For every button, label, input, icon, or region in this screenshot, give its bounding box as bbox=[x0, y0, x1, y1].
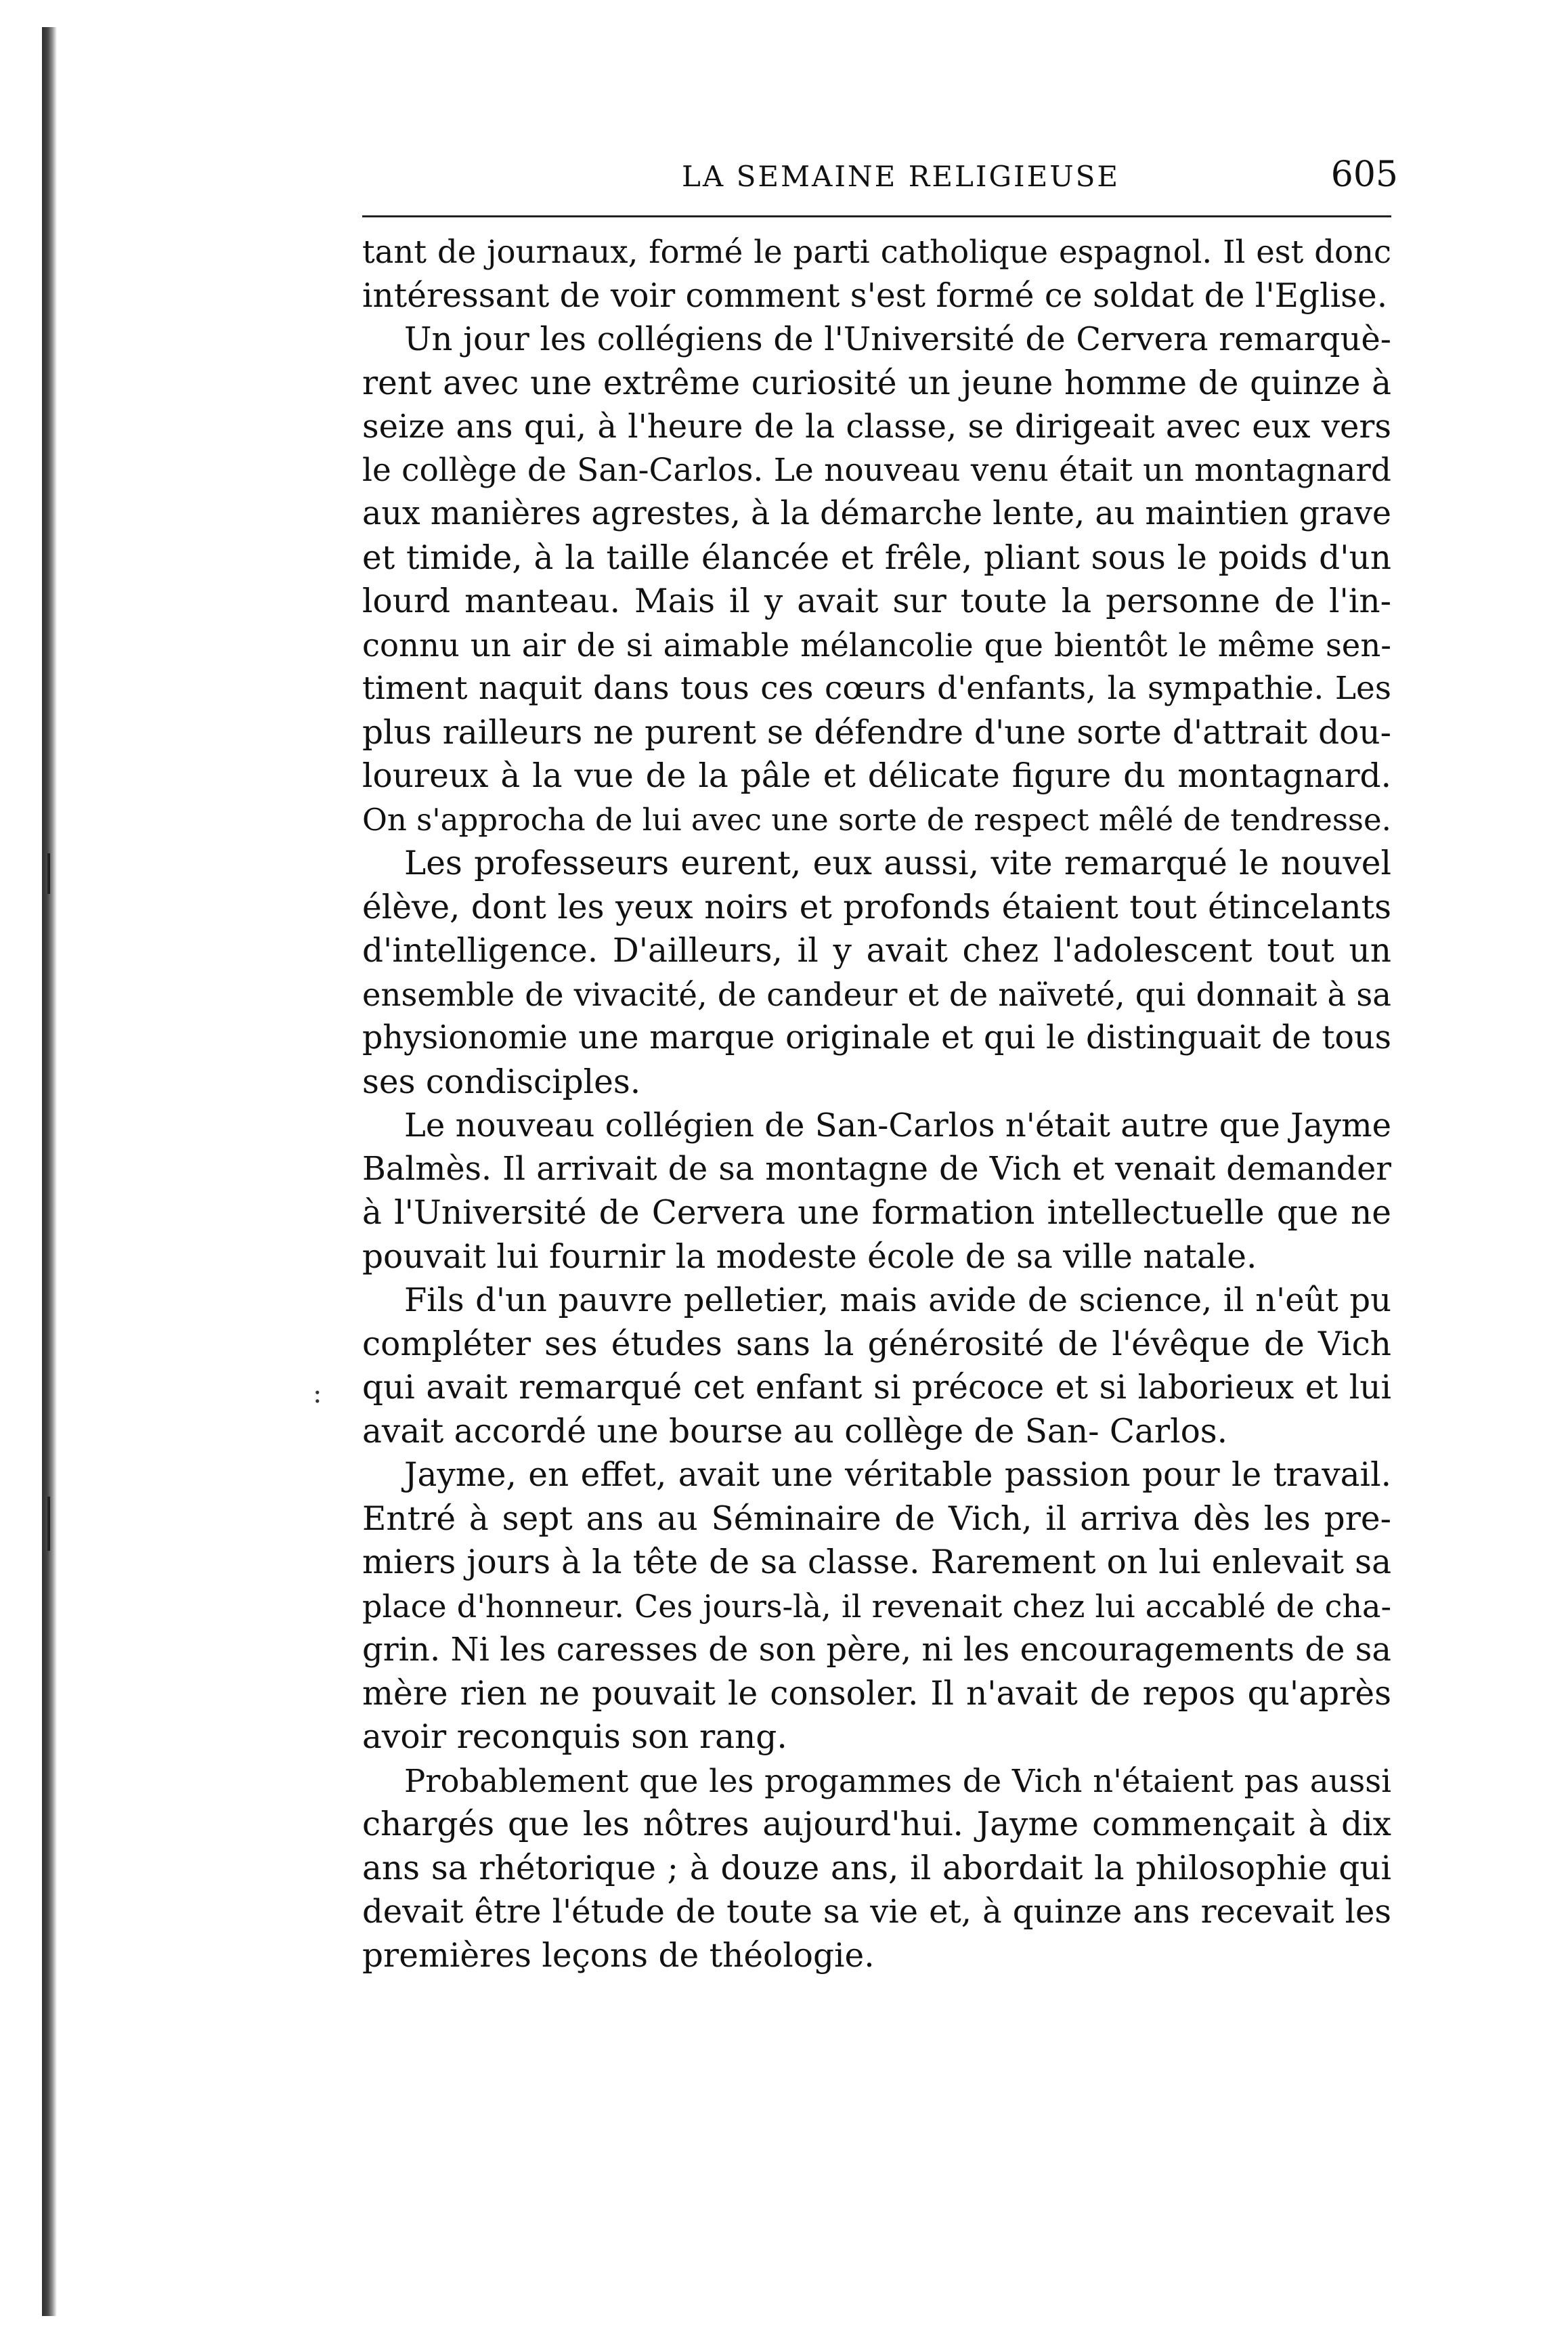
text-line: connu un air de si aimable mélancolie que bientôt le même sen- bbox=[362, 626, 1391, 664]
page-number: 605 bbox=[1330, 154, 1398, 195]
text-line: lourd manteau. Mais il y avait sur toute la personne de l'in- bbox=[362, 582, 1391, 620]
text-line: loureux à la vue de la pâle et délicate figure du montagnard. bbox=[362, 757, 1391, 795]
text-line: plus railleurs ne purent se défendre d'une sorte d'attrait dou- bbox=[362, 713, 1391, 752]
text-line: rent avec une extrême curiosité un jeune homme de quinze à bbox=[362, 364, 1391, 402]
running-title: LA SEMAINE RELIGIEUSE bbox=[682, 160, 1120, 193]
text-line: Les professeurs eurent, eux aussi, vite remarqué le nouvel bbox=[404, 844, 1391, 882]
text-line: le collège de San-Carlos. Le nouveau venu était un montagnard bbox=[362, 451, 1391, 489]
text-line: et timide, à la taille élancée et frêle, pliant sous le poids d'un bbox=[362, 538, 1391, 577]
text-line: ensemble de vivacité, de candeur et de naïveté, qui donnait à sa bbox=[362, 976, 1391, 1013]
text-line: miers jours à la tête de sa classe. Rarement on lui enlevait sa bbox=[362, 1543, 1391, 1581]
text-line: avait accordé une bourse au collège de San- Carlos. bbox=[362, 1412, 1228, 1451]
text-line: compléter ses études sans la générosité de l'évêque de Vich bbox=[362, 1325, 1391, 1363]
text-line: grin. Ni les caresses de son père, ni les encouragements de sa bbox=[362, 1631, 1391, 1669]
page-header bbox=[362, 154, 1398, 202]
header-rule bbox=[362, 215, 1391, 217]
body-text bbox=[362, 230, 1391, 1977]
text-line: place d'honneur. Ces jours-là, il revenait chez lui accablé de cha- bbox=[362, 1587, 1391, 1625]
text-line: aux manières agrestes, à la démarche lente, au maintien grave bbox=[362, 495, 1391, 532]
text-line: avoir reconquis son rang. bbox=[362, 1718, 787, 1756]
text-line: On s'approcha de lui avec une sorte de respect mêlé de tendresse. bbox=[362, 801, 1391, 838]
text-line: ses condisciples. bbox=[362, 1063, 641, 1101]
text-line: intéressant de voir comment s'est formé ce soldat de l'Eglise. bbox=[362, 276, 1388, 315]
text-line: Fils d'un pauvre pelletier, mais avide de science, il n'eût pu bbox=[404, 1281, 1391, 1319]
text-line: élève, dont les yeux noirs et profonds étaient tout étincelants bbox=[362, 888, 1391, 926]
text-line: chargés que les nôtres aujourd'hui. Jayme commençait à dix bbox=[362, 1805, 1391, 1843]
text-line: seize ans qui, à l'heure de la classe, se dirigeait avec eux vers bbox=[362, 408, 1391, 446]
text-line: tant de journaux, formé le parti catholique espagnol. Il est donc bbox=[362, 234, 1391, 270]
text-line: Le nouveau collégien de San-Carlos n'était autre que Jayme bbox=[404, 1107, 1391, 1144]
text-line: pouvait lui fournir la modeste école de sa ville natale. bbox=[362, 1237, 1257, 1276]
text-line: Un jour les collégiens de l'Université de Cervera remarquè- bbox=[404, 320, 1391, 358]
binding-speck bbox=[47, 853, 50, 894]
text-line: premières leçons de théologie. bbox=[362, 1936, 875, 1975]
binding-speck bbox=[47, 1497, 50, 1551]
margin-mark: : bbox=[313, 1378, 322, 1409]
text-line: physionomie une marque originale et qui le distinguait de tous bbox=[362, 1019, 1391, 1056]
text-line: Probablement que les progammes de Vich n'étaient pas aussi bbox=[404, 1762, 1391, 1799]
text-line: ans sa rhétorique ; à douze ans, il abordait la philosophie qui bbox=[362, 1849, 1391, 1887]
text-line: d'intelligence. D'ailleurs, il y avait chez l'adolescent tout un bbox=[362, 932, 1391, 970]
text-line: qui avait remarqué cet enfant si précoce et si laborieux et lui bbox=[362, 1369, 1391, 1407]
binding-edge bbox=[42, 27, 57, 2316]
text-line: timent naquit dans tous ces cœurs d'enfants, la sympathie. Les bbox=[362, 670, 1391, 707]
text-line: devait être l'étude de toute sa vie et, à quinze ans recevait les bbox=[362, 1893, 1391, 1931]
text-line: à l'Université de Cervera une formation intellectuelle que ne bbox=[362, 1194, 1391, 1232]
text-line: Jayme, en effet, avait une véritable passion pour le travail. bbox=[404, 1456, 1391, 1494]
text-line: Entré à sept ans au Séminaire de Vich, il arriva dès les pre- bbox=[362, 1499, 1391, 1538]
text-line: Balmès. Il arrivait de sa montagne de Vich et venait demander bbox=[362, 1150, 1391, 1188]
text-line: mère rien ne pouvait le consoler. Il n'avait de repos qu'après bbox=[362, 1674, 1391, 1713]
